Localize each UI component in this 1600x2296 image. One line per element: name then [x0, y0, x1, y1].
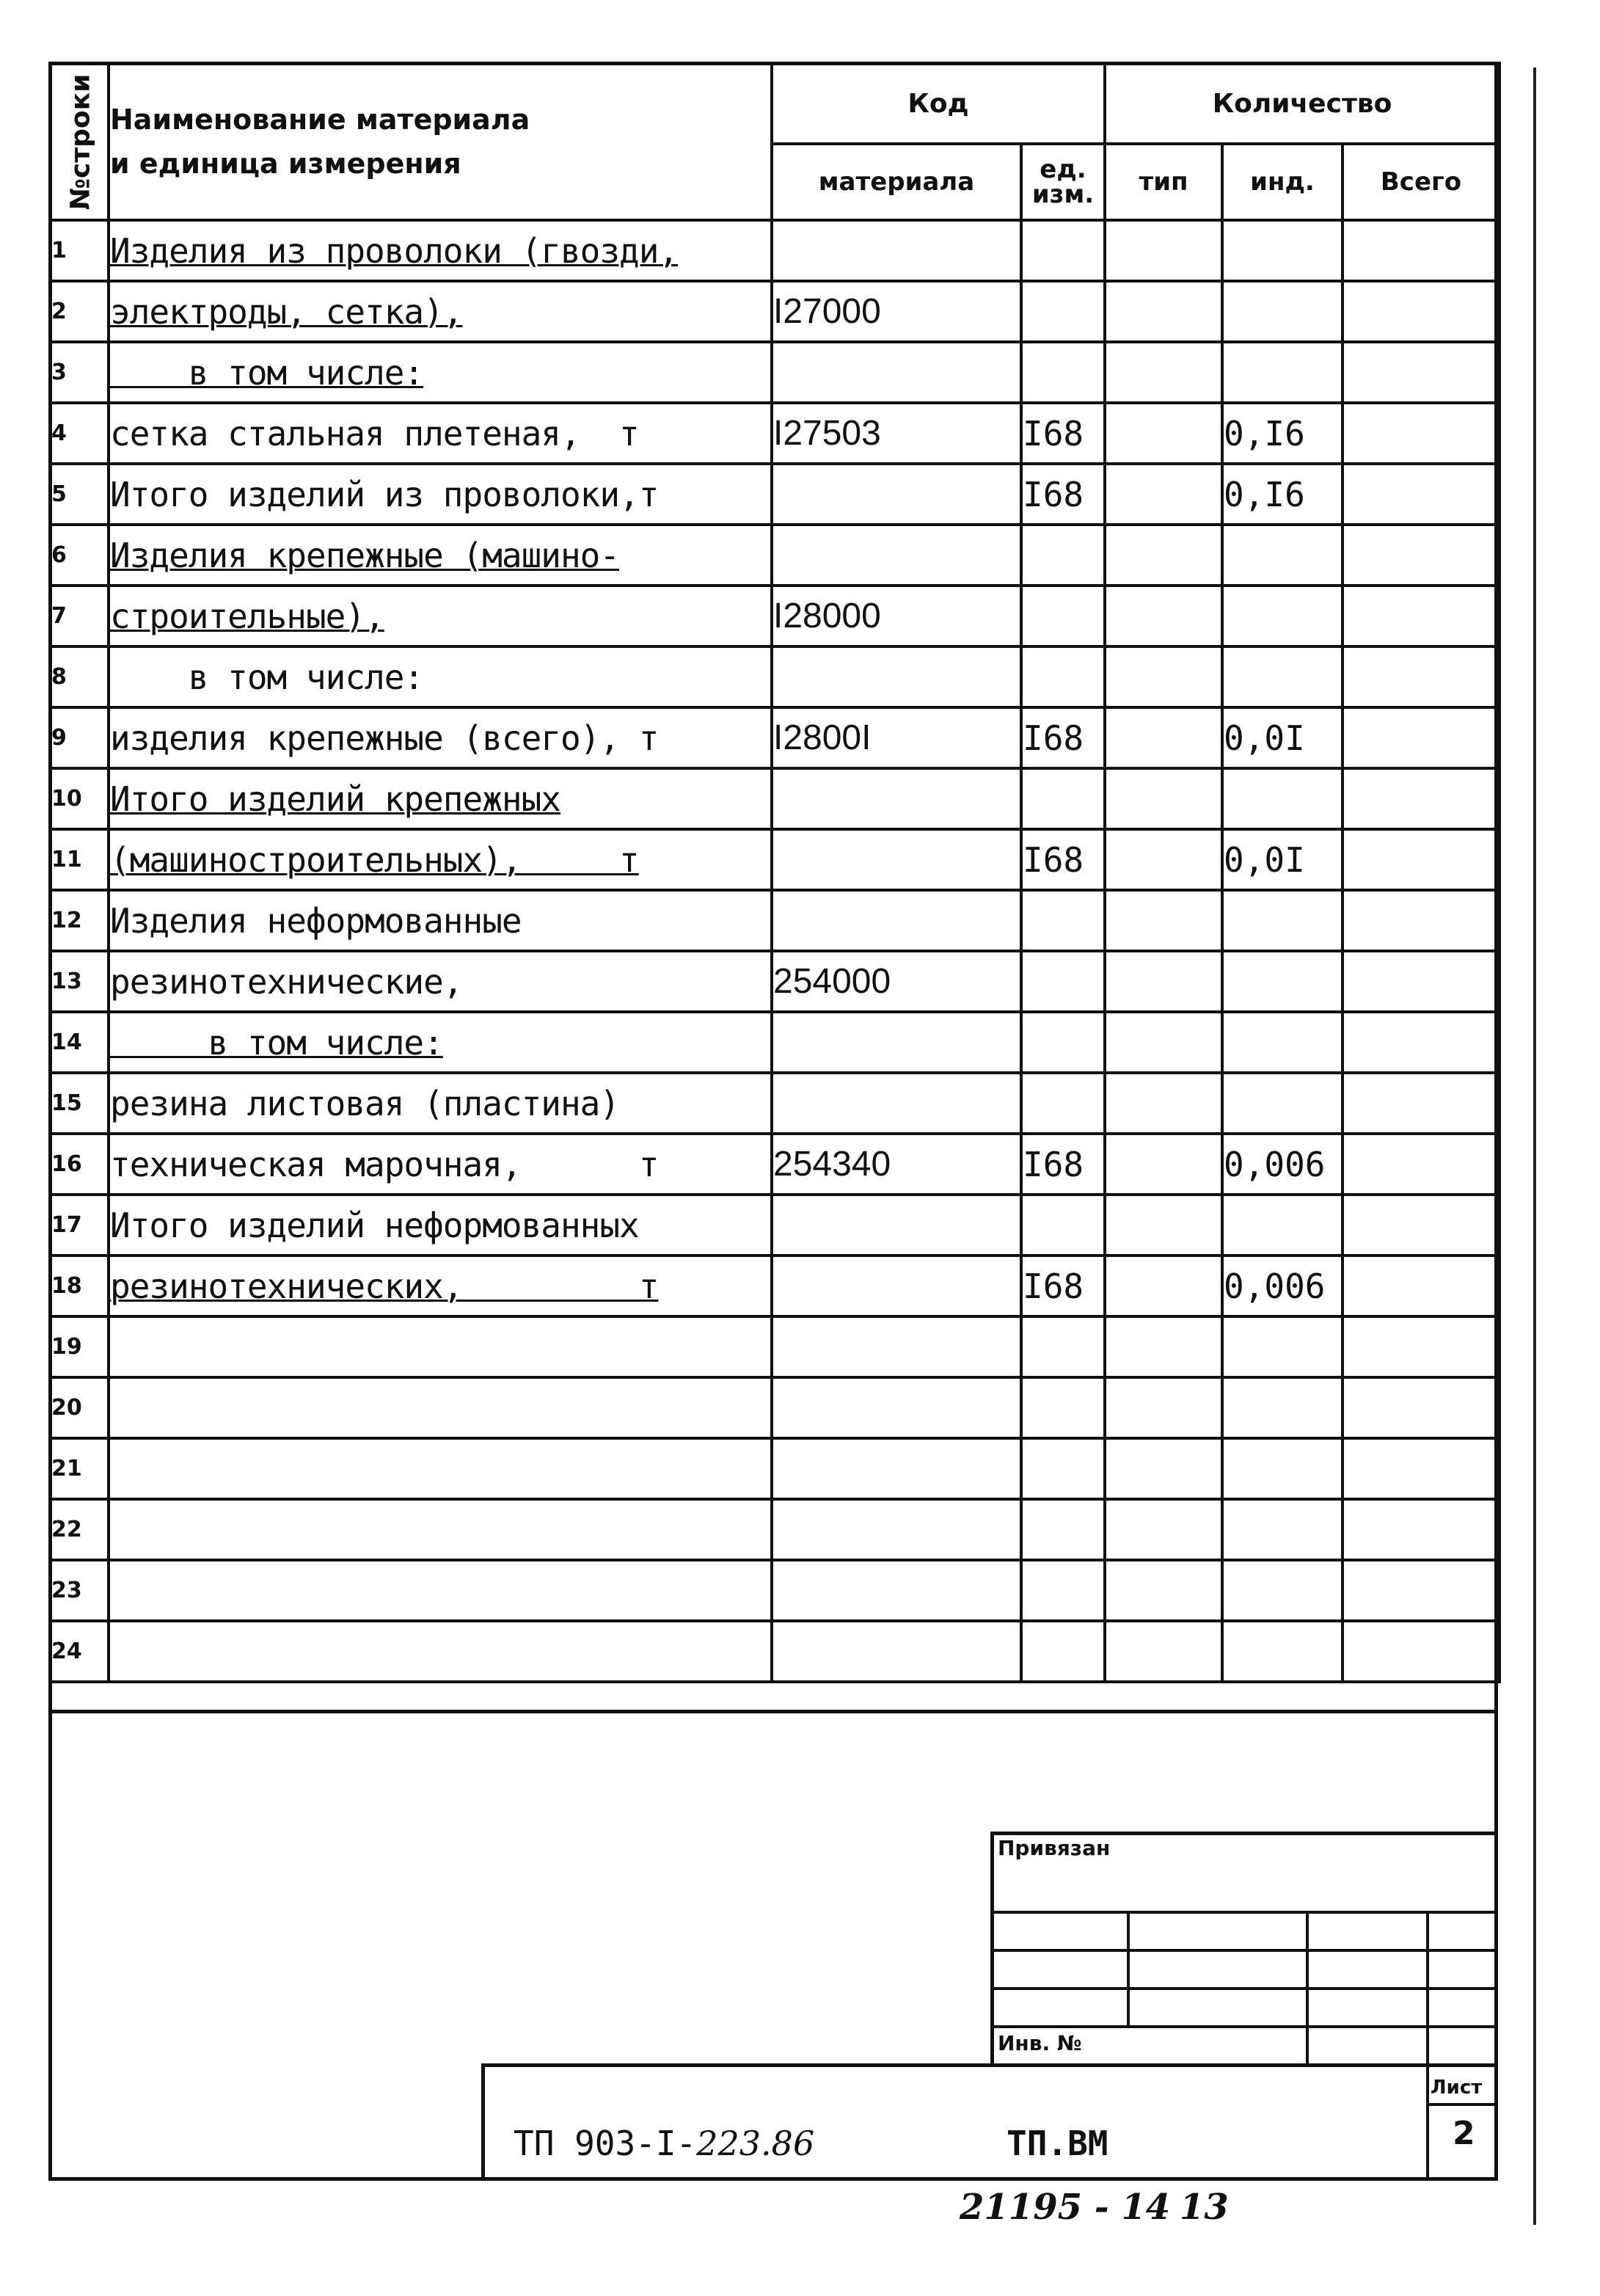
quantity-ind-cell: [1222, 1073, 1343, 1134]
quantity-ind-cell: [1222, 1012, 1343, 1073]
header-material-name: Наименование материала и единица измерения: [109, 63, 772, 220]
quantity-type-cell: [1105, 829, 1222, 890]
quantity-total-cell: [1343, 220, 1499, 281]
quantity-ind-cell: [1222, 1438, 1343, 1499]
material-code-cell: [772, 1621, 1021, 1682]
unit-code-cell: [1021, 768, 1105, 829]
material-code-cell: [772, 1012, 1021, 1073]
document-code: ТП 903-I-223.86: [514, 2124, 815, 2163]
unit-code-cell: [1021, 646, 1105, 707]
material-name-cell: Итого изделий неформованных: [109, 1195, 772, 1255]
unit-code-cell: I68: [1021, 707, 1105, 768]
row-number-cell: 6: [50, 525, 109, 586]
handwritten-number: 21195 - 14: [960, 2187, 1171, 2228]
header-qty-total: Всего: [1343, 144, 1499, 220]
quantity-total-cell: [1343, 1438, 1499, 1499]
material-code-cell: 254340: [772, 1134, 1021, 1195]
table-row: [50, 768, 1499, 829]
row-number-cell: 4: [50, 403, 109, 464]
material-name-cell: техническая марочная, т: [109, 1134, 772, 1195]
quantity-ind-cell: [1222, 1316, 1343, 1377]
table-row: [50, 1438, 1499, 1499]
unit-code-cell: I68: [1021, 829, 1105, 890]
unit-code-cell: [1021, 220, 1105, 281]
quantity-total-cell: [1343, 1560, 1499, 1621]
quantity-type-cell: [1105, 586, 1222, 646]
table-row: [50, 1316, 1499, 1377]
table-row: [50, 1073, 1499, 1134]
table-row: [50, 1499, 1499, 1560]
quantity-total-cell: [1343, 1621, 1499, 1682]
table-row: [50, 1560, 1499, 1621]
quantity-total-cell: [1343, 1499, 1499, 1560]
unit-code-cell: [1021, 1621, 1105, 1682]
quantity-ind-cell: [1222, 1560, 1343, 1621]
unit-code-cell: [1021, 525, 1105, 586]
unit-code-cell: [1021, 586, 1105, 646]
quantity-ind-cell: 0,006: [1222, 1134, 1343, 1195]
quantity-ind-cell: [1222, 1499, 1343, 1560]
unit-code-cell: [1021, 1377, 1105, 1438]
header-row-number: №строки: [50, 63, 109, 220]
quantity-type-cell: [1105, 342, 1222, 403]
quantity-type-cell: [1105, 1073, 1222, 1134]
quantity-type-cell: [1105, 646, 1222, 707]
material-name-cell: строительные),: [109, 586, 772, 646]
quantity-total-cell: [1343, 951, 1499, 1012]
material-name-cell: Итого изделий из проволоки,т: [109, 464, 772, 525]
quantity-total-cell: [1343, 1012, 1499, 1073]
material-code-cell: [772, 1560, 1021, 1621]
table-row: [50, 890, 1499, 951]
material-name-cell: в том числе:: [109, 1012, 772, 1073]
quantity-total-cell: [1343, 342, 1499, 403]
material-name-cell: Итого изделий крепежных: [109, 768, 772, 829]
material-name-cell: Изделия крепежные (машино-: [109, 525, 772, 586]
row-number-cell: 23: [50, 1560, 109, 1621]
header-quantity-group: Количество: [1105, 63, 1499, 144]
table-row: [50, 646, 1499, 707]
material-code-cell: I28000: [772, 586, 1021, 646]
table-row: [50, 1195, 1499, 1255]
material-code-cell: [772, 1499, 1021, 1560]
quantity-type-cell: [1105, 951, 1222, 1012]
title-strip-divider: [1426, 2063, 1429, 2181]
unit-code-cell: [1021, 281, 1105, 342]
quantity-type-cell: [1105, 1499, 1222, 1560]
material-code-cell: [772, 890, 1021, 951]
material-code-cell: I27000: [772, 281, 1021, 342]
quantity-ind-cell: 0,0I: [1222, 707, 1343, 768]
title-strip: [481, 2063, 1498, 2181]
header-code-unit: ед. изм.: [1021, 144, 1105, 220]
row-number-cell: 7: [50, 586, 109, 646]
title-strip-divider: [1426, 2103, 1498, 2106]
table-row: [50, 281, 1499, 342]
unit-code-cell: I68: [1021, 464, 1105, 525]
quantity-type-cell: [1105, 220, 1222, 281]
material-code-cell: [772, 1073, 1021, 1134]
material-name-cell: [109, 1560, 772, 1621]
quantity-type-cell: [1105, 1195, 1222, 1255]
material-code-cell: [772, 646, 1021, 707]
material-code-cell: [772, 768, 1021, 829]
row-number-cell: 19: [50, 1316, 109, 1377]
quantity-ind-cell: [1222, 220, 1343, 281]
quantity-total-cell: [1343, 1134, 1499, 1195]
table-bottom-line: [48, 1710, 1498, 1713]
quantity-total-cell: [1343, 1195, 1499, 1255]
row-number-cell: 9: [50, 707, 109, 768]
quantity-total-cell: [1343, 646, 1499, 707]
material-code-cell: [772, 1255, 1021, 1316]
unit-code-cell: I68: [1021, 403, 1105, 464]
quantity-ind-cell: 0,I6: [1222, 403, 1343, 464]
unit-code-cell: I68: [1021, 1255, 1105, 1316]
unit-code-cell: [1021, 1195, 1105, 1255]
row-number-cell: 18: [50, 1255, 109, 1316]
inventory-number-label: Инв. №: [998, 2031, 1082, 2055]
quantity-type-cell: [1105, 403, 1222, 464]
table-row: [50, 951, 1499, 1012]
quantity-type-cell: [1105, 1316, 1222, 1377]
unit-code-cell: [1021, 1438, 1105, 1499]
row-number-cell: 14: [50, 1012, 109, 1073]
row-number-cell: 12: [50, 890, 109, 951]
material-name-cell: Изделия из проволоки (гвозди,: [109, 220, 772, 281]
material-name-cell: изделия крепежные (всего), т: [109, 707, 772, 768]
material-name-cell: (машиностроительных), т: [109, 829, 772, 890]
quantity-total-cell: [1343, 403, 1499, 464]
table-row: [50, 1012, 1499, 1073]
row-number-cell: 24: [50, 1621, 109, 1682]
quantity-total-cell: [1343, 768, 1499, 829]
material-name-cell: [109, 1377, 772, 1438]
material-name-cell: [109, 1316, 772, 1377]
quantity-type-cell: [1105, 1560, 1222, 1621]
quantity-total-cell: [1343, 281, 1499, 342]
row-number-cell: 1: [50, 220, 109, 281]
material-name-cell: [109, 1499, 772, 1560]
material-code-cell: [772, 1377, 1021, 1438]
quantity-ind-cell: [1222, 646, 1343, 707]
quantity-ind-cell: 0,0I: [1222, 829, 1343, 890]
row-number-cell: 22: [50, 1499, 109, 1560]
materials-table: [48, 62, 1501, 1683]
row-number-cell: 15: [50, 1073, 109, 1134]
material-name-cell: электроды, сетка),: [109, 281, 772, 342]
quantity-ind-cell: [1222, 342, 1343, 403]
row-number-cell: 5: [50, 464, 109, 525]
table-row: [50, 464, 1499, 525]
row-number-cell: 17: [50, 1195, 109, 1255]
stamp-line: [1306, 1911, 1309, 2066]
material-code-cell: I27503: [772, 403, 1021, 464]
stamp-line: [990, 1987, 1498, 1990]
stamp-line: [1426, 1911, 1429, 2066]
material-name-cell: в том числе:: [109, 646, 772, 707]
material-code-cell: [772, 525, 1021, 586]
quantity-type-cell: [1105, 1438, 1222, 1499]
quantity-type-cell: [1105, 707, 1222, 768]
row-number-cell: 8: [50, 646, 109, 707]
quantity-type-cell: [1105, 1621, 1222, 1682]
unit-code-cell: [1021, 1316, 1105, 1377]
table-row: [50, 1134, 1499, 1195]
quantity-ind-cell: [1222, 586, 1343, 646]
quantity-ind-cell: [1222, 281, 1343, 342]
material-code-cell: I2800I: [772, 707, 1021, 768]
quantity-total-cell: [1343, 707, 1499, 768]
handwritten-page: 13: [1180, 2187, 1229, 2228]
header-code-material: материала: [772, 144, 1021, 220]
unit-code-cell: [1021, 1073, 1105, 1134]
stamp-line: [990, 1949, 1498, 1952]
linked-label: Привязан: [998, 1836, 1111, 1860]
row-number-cell: 20: [50, 1377, 109, 1438]
table-row: [50, 1377, 1499, 1438]
material-name-cell: резинотехнических, т: [109, 1255, 772, 1316]
quantity-total-cell: [1343, 586, 1499, 646]
quantity-type-cell: [1105, 1377, 1222, 1438]
quantity-type-cell: [1105, 1255, 1222, 1316]
page-edge-line: [1533, 68, 1536, 2225]
table-row: [50, 220, 1499, 281]
material-name-cell: в том числе:: [109, 342, 772, 403]
material-code-cell: 254000: [772, 951, 1021, 1012]
material-code-cell: [772, 1195, 1021, 1255]
quantity-total-cell: [1343, 525, 1499, 586]
material-code-cell: [772, 220, 1021, 281]
quantity-type-cell: [1105, 768, 1222, 829]
material-code-cell: [772, 464, 1021, 525]
table-row: [50, 707, 1499, 768]
table-row: [50, 403, 1499, 464]
quantity-ind-cell: [1222, 890, 1343, 951]
row-number-cell: 13: [50, 951, 109, 1012]
quantity-type-cell: [1105, 890, 1222, 951]
material-name-cell: [109, 1438, 772, 1499]
quantity-total-cell: [1343, 1377, 1499, 1438]
quantity-ind-cell: 0,I6: [1222, 464, 1343, 525]
sheet-number: 2: [1453, 2115, 1475, 2152]
unit-code-cell: [1021, 342, 1105, 403]
table-row: [50, 586, 1499, 646]
quantity-total-cell: [1343, 1316, 1499, 1377]
stamp-line: [990, 2025, 1498, 2028]
row-number-cell: 21: [50, 1438, 109, 1499]
quantity-total-cell: [1343, 1073, 1499, 1134]
quantity-ind-cell: [1222, 951, 1343, 1012]
header-qty-ind: инд.: [1222, 144, 1343, 220]
material-name-cell: резинотехнические,: [109, 951, 772, 1012]
quantity-type-cell: [1105, 525, 1222, 586]
row-number-cell: 11: [50, 829, 109, 890]
sheet-label: Лист: [1431, 2077, 1483, 2099]
header-qty-type: тип: [1105, 144, 1222, 220]
material-name-cell: [109, 1621, 772, 1682]
quantity-total-cell: [1343, 464, 1499, 525]
unit-code-cell: [1021, 951, 1105, 1012]
material-code-cell: [772, 829, 1021, 890]
unit-code-cell: [1021, 1560, 1105, 1621]
quantity-total-cell: [1343, 890, 1499, 951]
document-mark: ТП.ВМ: [1007, 2124, 1108, 2163]
quantity-total-cell: [1343, 1255, 1499, 1316]
quantity-type-cell: [1105, 1134, 1222, 1195]
header-code-group: Код: [772, 63, 1105, 144]
quantity-ind-cell: [1222, 1195, 1343, 1255]
unit-code-cell: I68: [1021, 1134, 1105, 1195]
quantity-type-cell: [1105, 464, 1222, 525]
table-row: [50, 1621, 1499, 1682]
material-name-cell: Изделия неформованные: [109, 890, 772, 951]
quantity-ind-cell: [1222, 768, 1343, 829]
row-number-cell: 10: [50, 768, 109, 829]
table-row: [50, 829, 1499, 890]
quantity-type-cell: [1105, 1012, 1222, 1073]
unit-code-cell: [1021, 890, 1105, 951]
material-code-cell: [772, 1438, 1021, 1499]
stamp-line: [1127, 1911, 1130, 2025]
quantity-ind-cell: [1222, 525, 1343, 586]
table-row: [50, 525, 1499, 586]
unit-code-cell: [1021, 1499, 1105, 1560]
quantity-ind-cell: 0,006: [1222, 1255, 1343, 1316]
material-code-cell: [772, 1316, 1021, 1377]
table-row: [50, 1255, 1499, 1316]
material-name-cell: сетка стальная плетеная, т: [109, 403, 772, 464]
table-row: [50, 342, 1499, 403]
row-number-cell: 2: [50, 281, 109, 342]
unit-code-cell: [1021, 1012, 1105, 1073]
quantity-ind-cell: [1222, 1377, 1343, 1438]
material-name-cell: резина листовая (пластина): [109, 1073, 772, 1134]
quantity-total-cell: [1343, 829, 1499, 890]
quantity-ind-cell: [1222, 1621, 1343, 1682]
quantity-type-cell: [1105, 281, 1222, 342]
row-number-cell: 3: [50, 342, 109, 403]
stamp-line: [990, 1911, 1498, 1914]
material-code-cell: [772, 342, 1021, 403]
row-number-cell: 16: [50, 1134, 109, 1195]
